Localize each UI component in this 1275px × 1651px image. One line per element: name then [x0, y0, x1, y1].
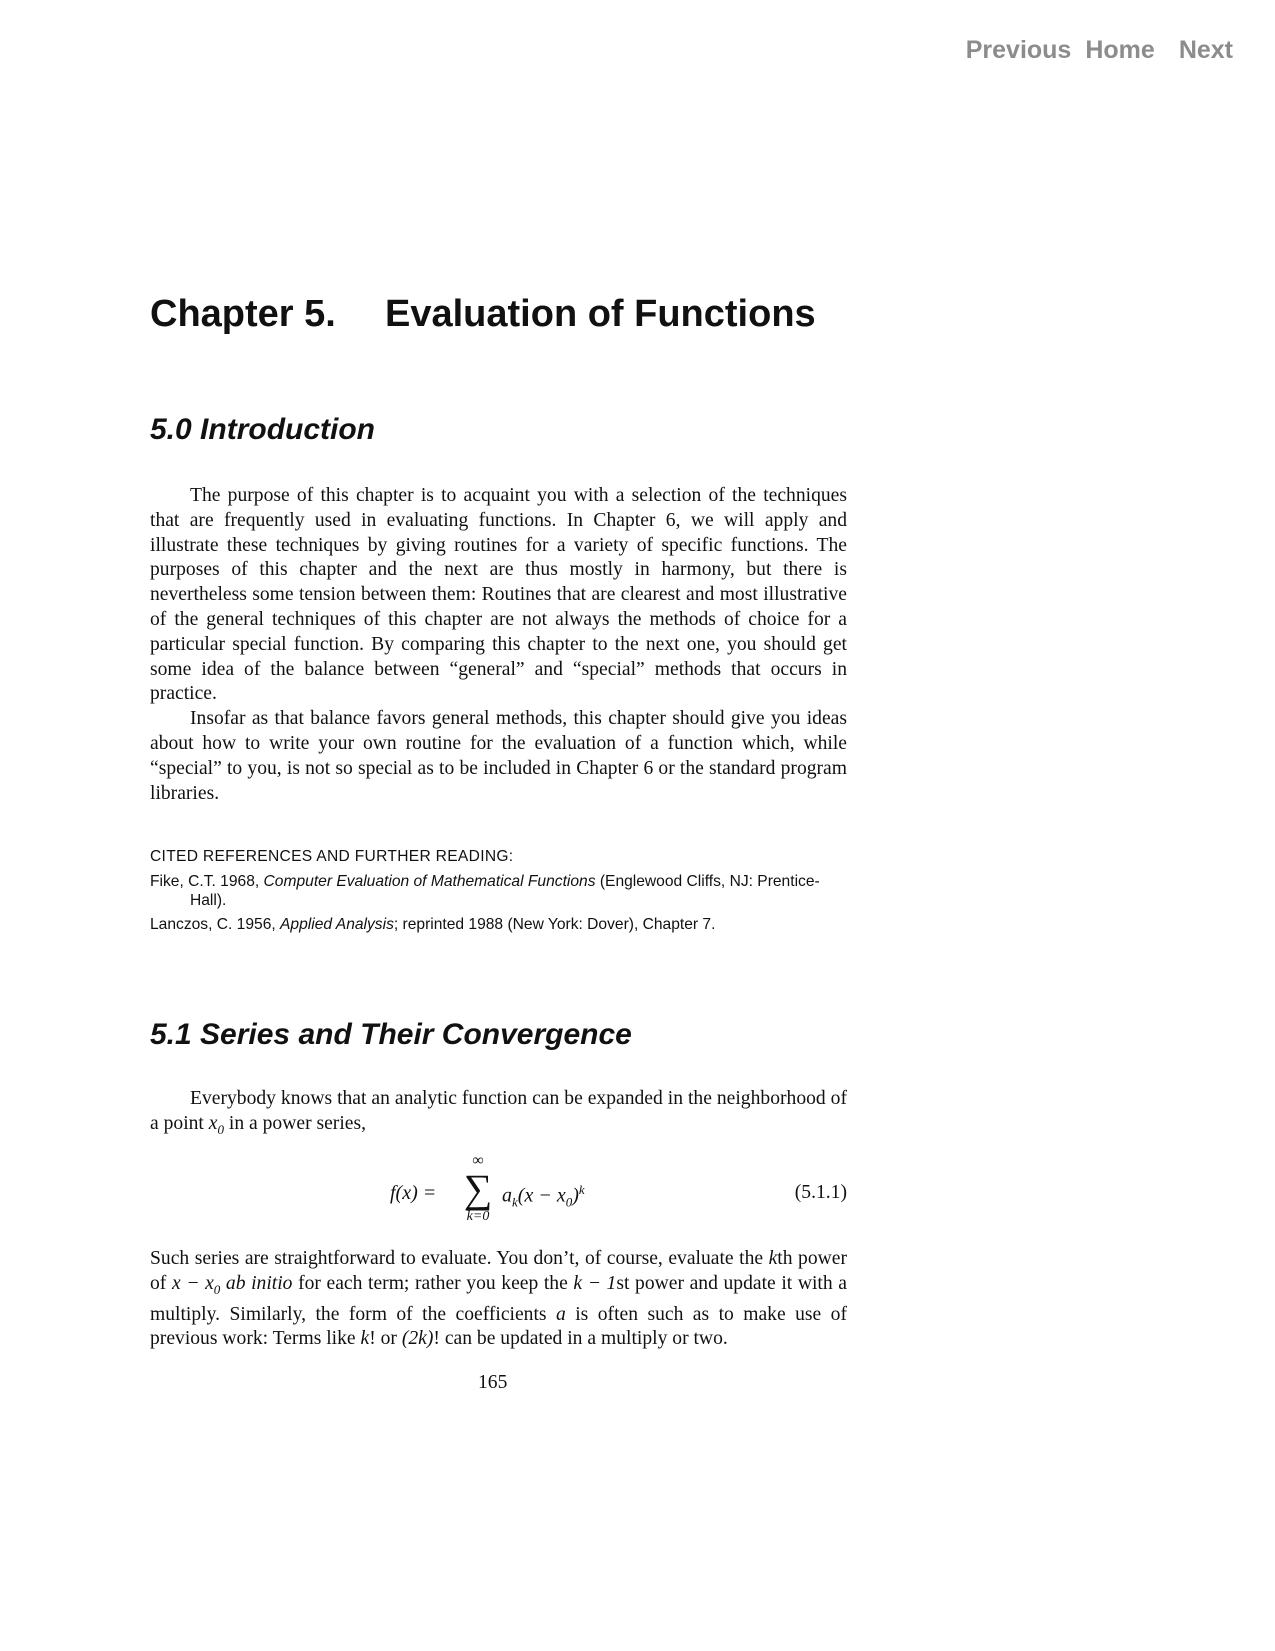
references-block: [150, 848, 847, 939]
series-paragraph-1: [150, 1087, 847, 1143]
summation-upper-limit: ∞: [472, 1152, 484, 1169]
top-navigation: [966, 36, 1233, 65]
page-number: 165: [478, 1372, 508, 1393]
reference-author: Lanczos, C. 1956,: [150, 916, 281, 933]
reference-title: Applied Analysis: [280, 916, 394, 933]
reference-publisher: ; reprinted 1988 (New York: Dover), Chapter 7.: [393, 916, 716, 933]
section-title-series: 5.1 Series and Their Convergence: [150, 1018, 632, 1051]
reference-author: Fike, C.T. 1968,: [150, 873, 264, 890]
reference-title: Computer Evaluation of Mathematical Functions: [263, 873, 596, 890]
equation-number: (5.1.1): [794, 1182, 847, 1203]
series-paragraph-1-text: Everybody knows that an analytic function can be expanded in the neighborhood of a point: [150, 1088, 847, 1134]
reference-item: [150, 872, 847, 910]
section-title-introduction: 5.0 Introduction: [150, 413, 375, 446]
equation-5-1-1: [150, 1153, 847, 1233]
references-heading: CITED REFERENCES AND FURTHER READING:: [150, 848, 514, 865]
series-intro: [150, 1087, 847, 1143]
chapter-title: [150, 293, 816, 336]
summation-lower-limit: k=0: [466, 1209, 490, 1224]
chapter-name: Evaluation of Functions: [385, 293, 816, 335]
equation-rhs: $a_k(x - x_0)^k$: [502, 1182, 585, 1210]
reference-publisher: (Englewood Cliffs, NJ: Prentice-Hall).: [190, 873, 820, 909]
summation-symbol: [460, 1153, 496, 1225]
next-link[interactable]: Next: [1178, 36, 1233, 64]
equation-lhs: f(x) =: [390, 1182, 437, 1204]
introduction-body: [150, 484, 847, 806]
home-link[interactable]: Home: [1085, 36, 1155, 64]
math-x0: $x_0$: [208, 1112, 224, 1137]
chapter-number: Chapter 5.: [150, 293, 336, 335]
sigma-glyph: ∑: [463, 1166, 493, 1211]
series-paragraph-1-end: in a power series,: [228, 1112, 366, 1134]
series-body: [150, 1247, 847, 1352]
reference-item: [150, 915, 847, 934]
previous-link[interactable]: Previous: [965, 36, 1072, 64]
introduction-paragraph-1: The purpose of this chapter is to acquaint you with a selection of the techniques that are frequently used in evaluating functions. In Chapter 6, we will apply and illustrate these techniques by giving routines for a variety of specific functions. The purposes of this chapter and the next are thus mostly in harmony, but there is nevertheless some tension between them: Routines that are clearest and most illustrative of the general techniques of this chapter are not always the methods of choice for a particular special function. By comparing this chapter to the next one, you should get some idea of the balance between “general” and “special” methods that occurs in practice.: [150, 485, 847, 705]
series-paragraph-2: Such series are straightforward to evaluate. You don’t, of course, evaluate the kth power of $x - x_0$ ab initio for each term; rather you keep the k − 1st power and update it with a multiply. Similarly, the form of the coefficients a is often such as to make use of previous work: Terms like k! or (2k)! can be updated in a multiply or two.: [150, 1248, 847, 1350]
introduction-paragraph-2: Insofar as that balance favors general methods, this chapter should give you ideas about how to write your own routine for the evaluation of a function which, while “special” to you, is not so special as to be included in Chapter 6 or the standard program libraries.: [150, 708, 847, 804]
